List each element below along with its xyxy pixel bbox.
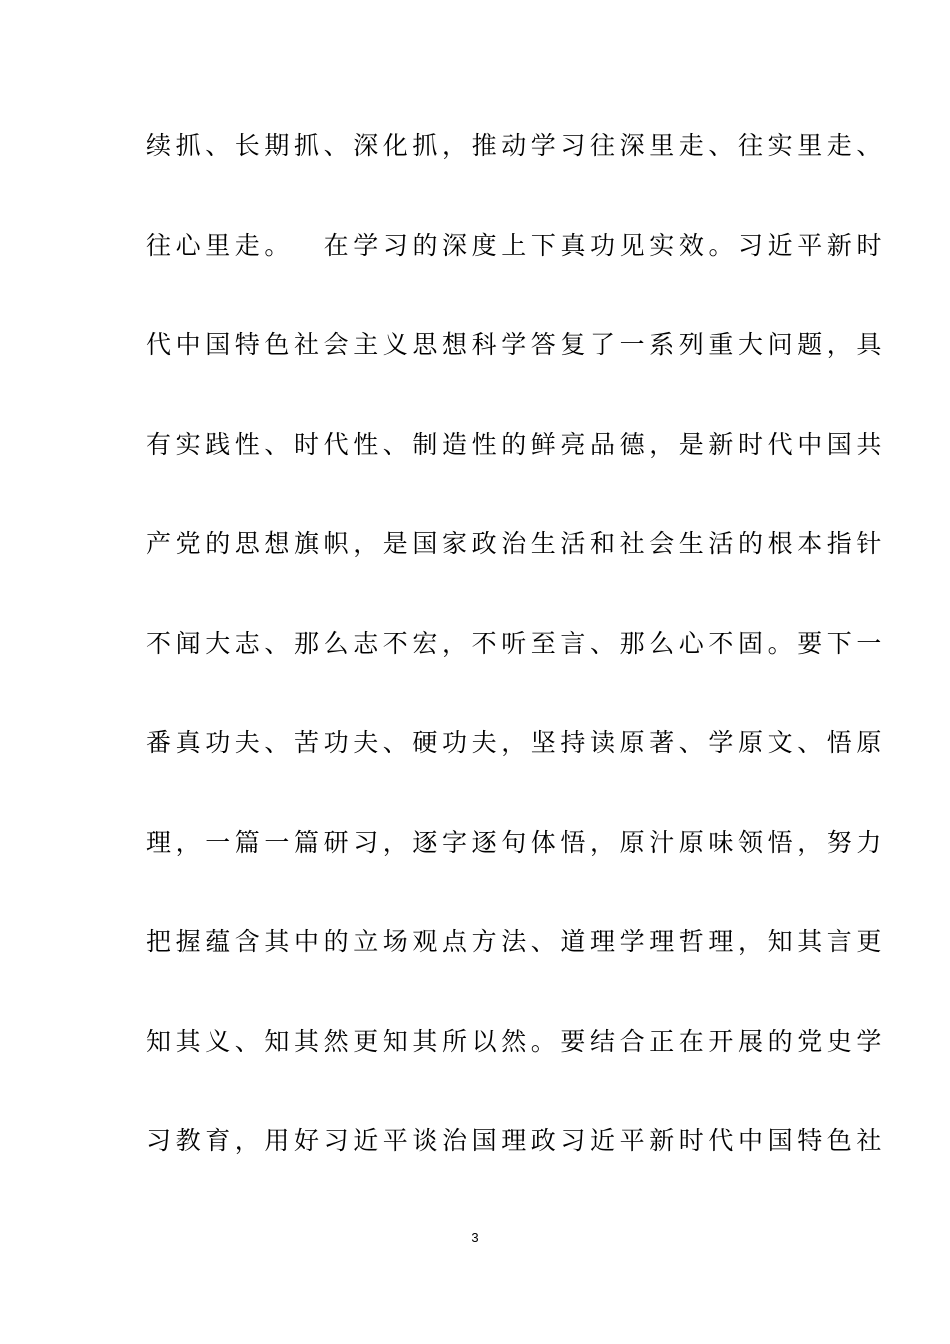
text-line: 不闻大志、那么志不宏，不听至言、那么心不固。要下一 — [146, 628, 887, 658]
text-line: 番真功夫、苦功夫、硬功夫，坚持读原著、学原文、悟原 — [146, 728, 887, 757]
text-line: 往心里走。 在学习的深度上下真功见实效。习近平新时 — [146, 230, 887, 260]
text-line: 产党的思想旗帜，是国家政治生活和社会生活的根本指针 — [146, 529, 887, 558]
text-line: 把握蕴含其中的立场观点方法、道理学理哲理，知其言更 — [146, 927, 887, 956]
page-number: 3 — [471, 1230, 479, 1245]
body-text — [146, 120, 887, 1215]
text-line: 习教育，用好习近平谈治国理政习近平新时代中国特色社 — [146, 1126, 887, 1155]
text-line: 代中国特色社会主义思想科学答复了一系列重大问题，具 — [146, 330, 887, 359]
text-line: 续抓、长期抓、深化抓，推动学习往深里走、往实里走、 — [146, 131, 887, 160]
text-line: 知其义、知其然更知其所以然。要结合正在开展的党史学 — [146, 1026, 887, 1056]
text-line: 有实践性、时代性、制造性的鲜亮品德，是新时代中国共 — [146, 429, 887, 459]
text-line: 理，一篇一篇研习，逐字逐句体悟，原汁原味领悟，努力 — [146, 827, 887, 857]
